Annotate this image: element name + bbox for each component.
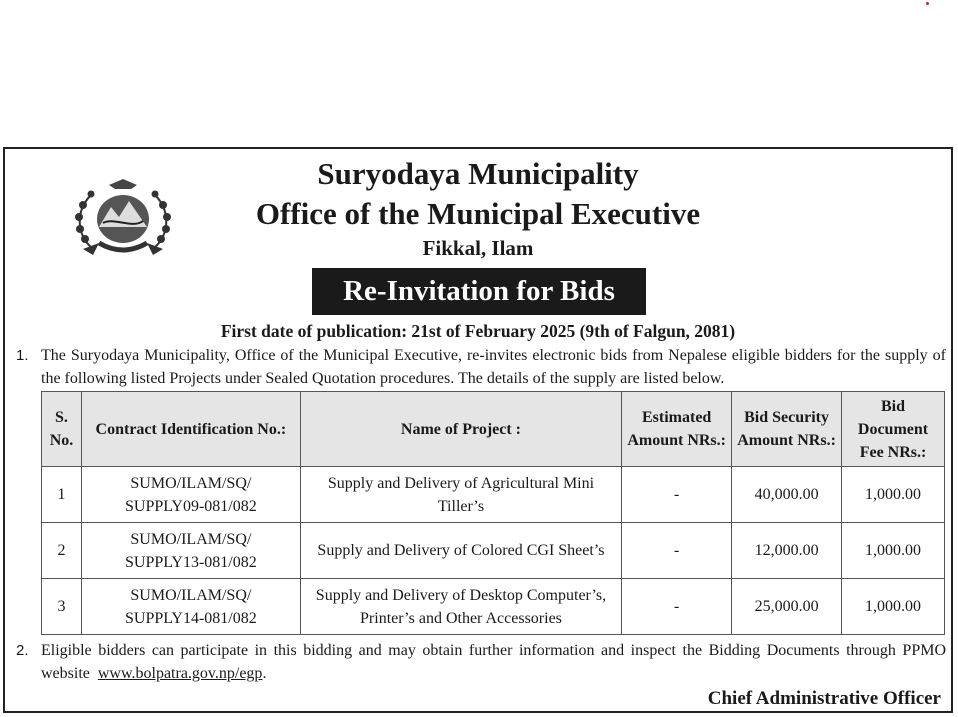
cell-estimated: - [622, 523, 732, 579]
cell-sno: 2 [42, 523, 82, 579]
paragraph-1 [16, 344, 946, 390]
cell-sno: 3 [42, 579, 82, 635]
table-header-row [42, 392, 945, 467]
column-header-security: Bid Security Amount NRs.: [732, 392, 842, 467]
cell-security: 12,000.00 [732, 523, 842, 579]
bid-notice [3, 147, 953, 713]
cell-contract [81, 523, 300, 579]
column-header-project: Name of Project : [300, 392, 621, 467]
cell-fee: 1,000.00 [842, 467, 945, 523]
paragraph-2 [16, 639, 946, 685]
bids-table [41, 391, 945, 635]
cell-sno: 1 [42, 467, 82, 523]
contract-line: SUMO/ILAM/SQ/ [130, 474, 252, 492]
table-row [42, 523, 945, 579]
cell-estimated: - [622, 579, 732, 635]
contract-line: SUMO/ILAM/SQ/ [130, 530, 252, 548]
paragraph-text: The Suryodaya Municipality, Office of the Municipal Executive, re-invites electronic bids from Nepalese eligible bidders for the supply of the following listed Projects under Sealed Quotation procedures. The details of the supply are listed below. [41, 347, 946, 387]
paragraph-number: 2. [16, 642, 29, 659]
table-row [42, 467, 945, 523]
table-row [42, 579, 945, 635]
column-header-contract: Contract Identification No.: [81, 392, 300, 467]
office-name: Office of the Municipal Executive [255, 196, 701, 231]
paragraph-number: 1. [16, 347, 29, 364]
cell-estimated: - [622, 467, 732, 523]
corner-red-mark [926, 2, 929, 5]
location: Fikkal, Ilam [422, 236, 534, 260]
column-header-estimated: Estimated Amount NRs.: [622, 392, 732, 467]
column-header-sno: S. No. [42, 392, 82, 467]
cell-contract [81, 579, 300, 635]
publication-date: First date of publication: 21st of February 2025 (9th of Falgun, 2081) [220, 321, 736, 341]
cell-fee: 1,000.00 [842, 523, 945, 579]
signatory-title: Chief Administrative Officer [707, 688, 941, 709]
column-header-fee: Bid Document Fee NRs.: [842, 392, 945, 467]
contract-line: SUPPLY09-081/082 [124, 497, 257, 515]
municipality-name: Suryodaya Municipality [317, 156, 639, 191]
cell-project: Supply and Delivery of Agricultural Mini Tiller’s [300, 467, 621, 523]
cell-fee: 1,000.00 [842, 579, 945, 635]
cell-project: Supply and Delivery of Desktop Computer’s, Printer’s and Other Accessories [300, 579, 621, 635]
contract-line: SUMO/ILAM/SQ/ [130, 586, 252, 604]
bolpatra-website-link[interactable]: www.bolpatra.gov.np/egp [97, 665, 263, 682]
paragraph-text [41, 639, 946, 685]
contract-line: SUPPLY13-081/082 [124, 553, 257, 571]
contract-line: SUPPLY14-081/082 [124, 609, 257, 627]
cell-contract [81, 467, 300, 523]
cell-project: Supply and Delivery of Colored CGI Sheet’s [300, 523, 621, 579]
paragraph-text-body: Eligible bidders can participate in this bidding and may obtain further information and inspect the Bidding Documents through PPMO website [41, 642, 946, 682]
paragraph-text-end: . [262, 665, 267, 682]
notice-title-banner: Re-Invitation for Bids [312, 268, 646, 315]
cell-security: 25,000.00 [732, 579, 842, 635]
cell-security: 40,000.00 [732, 467, 842, 523]
